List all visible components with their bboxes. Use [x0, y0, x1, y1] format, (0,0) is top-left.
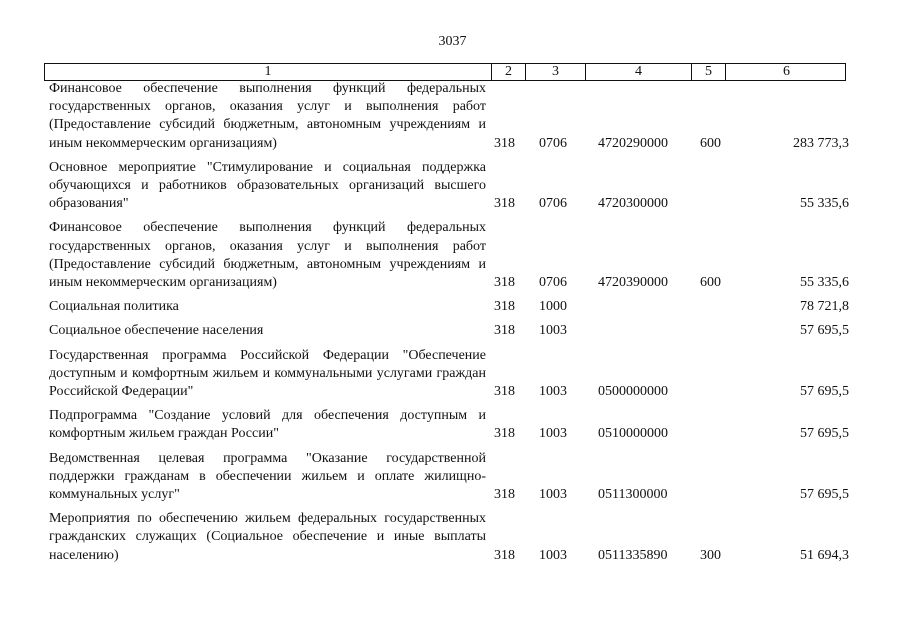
table-row [49, 450, 849, 505]
row-amount: 57 695,5 [800, 426, 849, 442]
row-amount: 57 695,5 [800, 323, 849, 339]
page-number: 3037 [438, 34, 467, 49]
header-col-2: 2 [491, 64, 525, 80]
table-row [49, 80, 849, 153]
row-amount: 78 721,8 [800, 299, 849, 315]
header-col-3: 3 [525, 64, 585, 80]
table-row [49, 347, 849, 402]
row-section-code: 0706 [539, 135, 567, 151]
row-ministry-code: 318 [494, 275, 515, 291]
row-section-code: 1003 [539, 384, 567, 400]
table-header [44, 63, 846, 81]
row-name: Социальное обеспечение населения [49, 323, 264, 339]
table-row [49, 159, 849, 214]
row-name: Мероприятия по обеспечению жильем федеральных государственных гражданских служащих (Социальное обеспечение и иные выплаты населению) [49, 511, 486, 563]
row-amount: 57 695,5 [800, 384, 849, 400]
header-col-4: 4 [585, 64, 691, 80]
row-expense-type: 600 [700, 275, 721, 291]
header-col-1: 1 [264, 64, 272, 79]
table-row [49, 510, 849, 565]
table-row [49, 407, 849, 443]
row-amount: 51 694,3 [800, 547, 849, 563]
row-expense-type: 600 [700, 135, 721, 151]
row-target-code: 4720390000 [598, 275, 668, 291]
row-ministry-code: 318 [494, 547, 515, 563]
row-name: Социальная политика [49, 299, 179, 315]
header-col-6: 6 [725, 64, 847, 80]
table-body [49, 80, 849, 571]
row-ministry-code: 318 [494, 135, 515, 151]
row-amount: 55 335,6 [800, 196, 849, 212]
row-ministry-code: 318 [494, 384, 515, 400]
header-col-5: 5 [691, 64, 725, 80]
row-amount: 55 335,6 [800, 275, 849, 291]
row-name: Основное мероприятие "Стимулирование и социальная поддержка обучающихся и работников образовательных организаций высшего образования" [49, 159, 486, 212]
row-amount: 57 695,5 [800, 487, 849, 503]
row-ministry-code: 318 [494, 323, 515, 339]
row-name: Подпрограмма "Создание условий для обеспечения доступным и комфортным жильем граждан России" [49, 408, 486, 442]
row-ministry-code: 318 [494, 299, 515, 315]
row-name: Финансовое обеспечение выполнения функций федеральных государственных органов, оказания услуг и выполнения работ (Предоставление субсидий бюджетным, автономным учреждениям и иным некоммерческим организациям) [49, 220, 486, 291]
row-ministry-code: 318 [494, 196, 515, 212]
table-row [49, 298, 849, 316]
row-target-code: 0500000000 [598, 384, 668, 400]
row-target-code: 4720300000 [598, 196, 668, 212]
row-amount: 283 773,3 [793, 135, 849, 151]
row-section-code: 1003 [539, 426, 567, 442]
row-target-code: 0511300000 [598, 487, 668, 503]
row-target-code: 0511335890 [598, 547, 668, 563]
row-section-code: 0706 [539, 196, 567, 212]
row-target-code: 4720290000 [598, 135, 668, 151]
row-section-code: 1003 [539, 547, 567, 563]
row-section-code: 1003 [539, 323, 567, 339]
row-ministry-code: 318 [494, 426, 515, 442]
row-section-code: 1000 [539, 299, 567, 315]
row-expense-type: 300 [700, 547, 721, 563]
table-row [49, 219, 849, 292]
row-name: Финансовое обеспечение выполнения функций федеральных государственных органов, оказания услуг и выполнения работ (Предоставление субсидий бюджетным, автономным учреждениям и иным некоммерческим организациям) [49, 81, 486, 151]
row-section-code: 1003 [539, 487, 567, 503]
row-ministry-code: 318 [494, 487, 515, 503]
row-target-code: 0510000000 [598, 426, 668, 442]
row-section-code: 0706 [539, 275, 567, 291]
row-name: Государственная программа Российской Федерации "Обеспечение доступным и комфортным жильем и коммунальными услугами граждан Российской Федерации" [49, 347, 486, 400]
row-name: Ведомственная целевая программа "Оказание государственной поддержки гражданам в обеспечении жильем и оплате жилищно-коммунальных услуг" [49, 450, 486, 503]
table-row [49, 322, 849, 340]
